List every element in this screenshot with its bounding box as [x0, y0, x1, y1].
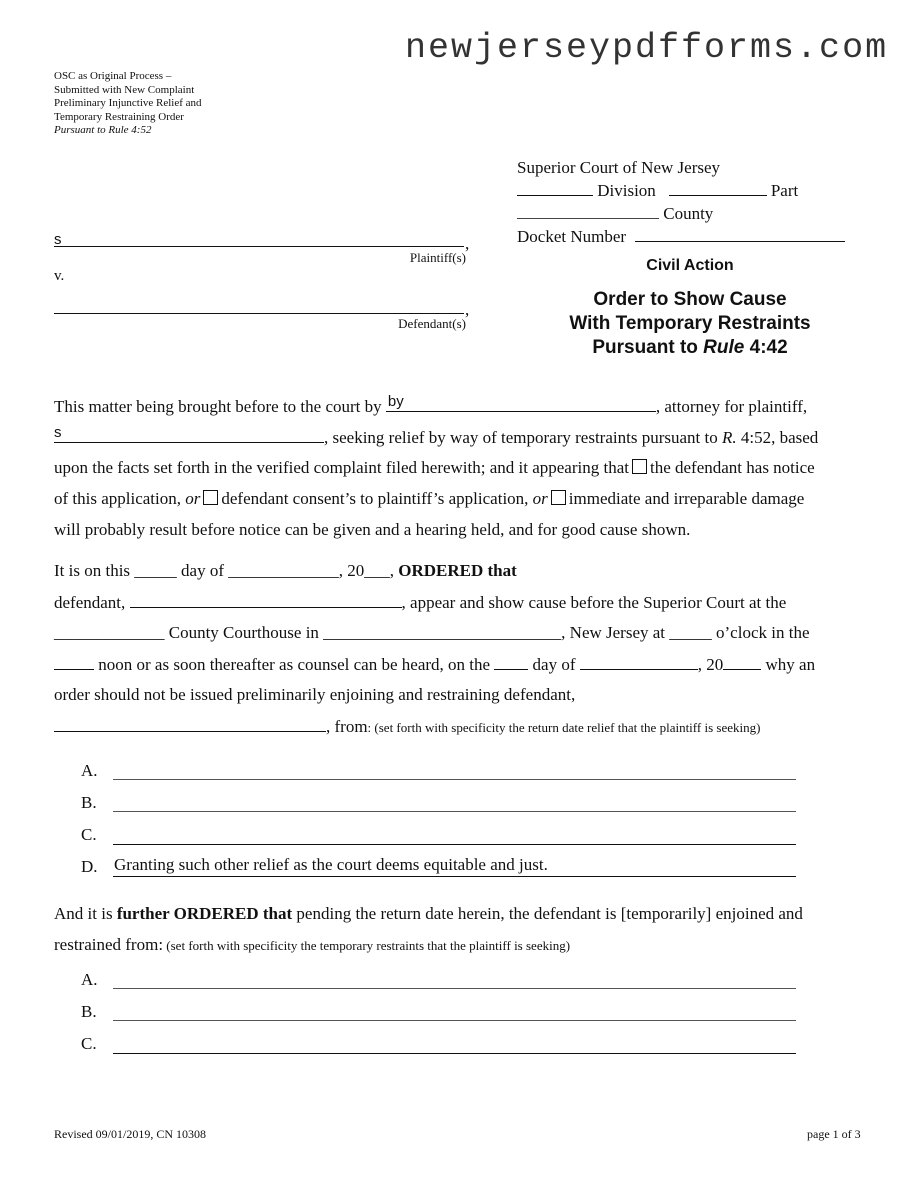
docket-number-field[interactable] — [635, 227, 845, 242]
document-title — [520, 288, 860, 360]
defendant-name-field[interactable] — [130, 592, 402, 608]
title-text: 4:42 — [744, 337, 788, 358]
notice-checkbox[interactable] — [632, 459, 647, 474]
text: , attorney for plaintiff, — [655, 397, 808, 416]
paragraph-line — [54, 904, 803, 924]
item-label: C. — [81, 825, 97, 844]
header-note-line: Temporary Restraining Order — [54, 110, 184, 123]
text: day of — [532, 655, 576, 674]
text: , 20 — [697, 655, 724, 674]
return-month-field[interactable] — [580, 654, 698, 670]
text: , seeking relief by way of temporary restraints pursuant to — [324, 428, 722, 447]
header-note-line: Pursuant to Rule 4:52 — [54, 124, 152, 136]
noon-field[interactable] — [54, 654, 94, 670]
return-relief-b-field[interactable] — [113, 811, 796, 812]
text: (set forth with specificity the temporary restraints that the plaintiff is seeking) — [163, 938, 571, 953]
text: or — [185, 489, 201, 508]
enjoined-defendant-field[interactable] — [54, 716, 326, 732]
paragraph-line — [54, 393, 808, 417]
attorney-value: by — [387, 393, 404, 410]
county-label: County — [663, 204, 714, 223]
title-line — [520, 336, 860, 360]
text: This matter being brought before to the court by — [54, 397, 386, 416]
text: It is on this _____ day of _____________, 20___, — [54, 561, 394, 580]
part-label: Part — [770, 181, 799, 200]
paragraph-line — [54, 592, 786, 613]
versus-label: v. — [54, 268, 65, 284]
plaintiff-field[interactable] — [54, 246, 464, 247]
division-field[interactable] — [517, 181, 593, 196]
paragraph-line — [54, 458, 815, 478]
text: the defendant has notice — [649, 458, 815, 477]
paragraph-line: will probably result before notice can be given and a hearing held, and for good cause shown. — [54, 520, 691, 539]
docket-row — [517, 227, 845, 247]
part-field[interactable] — [669, 181, 767, 196]
return-relief-c-field[interactable] — [113, 844, 796, 845]
title-rule-italic: Rule — [703, 337, 745, 358]
item-label: B. — [81, 1002, 97, 1021]
text: ORDERED that — [398, 561, 517, 580]
watermark-text: newjerseypdfforms.com — [405, 28, 889, 68]
paragraph-line — [54, 935, 570, 955]
item-label: D. — [81, 857, 98, 876]
text: upon the facts set forth in the verified complaint filed herewith; and it appearing that — [54, 458, 629, 477]
court-county-row — [517, 204, 713, 224]
text: restrained from: — [54, 935, 164, 954]
plaintiff-comma: , — [465, 234, 470, 253]
text: immediate and irreparable damage — [568, 489, 805, 508]
item-label: A. — [81, 761, 98, 780]
attorney-field[interactable] — [386, 393, 656, 412]
damage-checkbox[interactable] — [551, 490, 566, 505]
defendant-field[interactable] — [54, 313, 464, 314]
plaintiff-value: s — [54, 231, 62, 248]
text: of this application, — [54, 489, 182, 508]
civil-action-label: Civil Action — [646, 257, 734, 274]
paragraph-line — [54, 716, 760, 737]
paragraph-line — [54, 424, 819, 448]
title-text: Pursuant to — [592, 337, 704, 358]
consent-checkbox[interactable] — [203, 490, 218, 505]
text: defendant, — [54, 593, 126, 612]
text: why an — [765, 655, 816, 674]
page-number: page 1 of 3 — [807, 1127, 861, 1141]
revision-note: Revised 09/01/2019, CN 10308 — [54, 1127, 206, 1141]
text: , from — [326, 717, 368, 736]
text: pending the return date herein, the defendant is [temporarily] enjoined and — [296, 904, 803, 923]
text: And it is — [54, 904, 113, 923]
paragraph-line: _____________ County Courthouse in ____________________________, New Jersey at _____ o’clock in the — [54, 623, 810, 642]
restraint-c-field[interactable] — [113, 1053, 796, 1054]
text: R. — [721, 428, 737, 447]
court-name: Superior Court of New Jersey — [517, 158, 721, 177]
header-note-line: OSC as Original Process – — [54, 70, 172, 82]
paragraph-line: order should not be issued preliminarily enjoining and restraining defendant, — [54, 685, 576, 704]
header-note-line: Submitted with New Complaint — [54, 83, 195, 96]
return-relief-d-field[interactable] — [113, 876, 796, 877]
text: defendant consent’s to plaintiff’s application, — [221, 489, 529, 508]
paragraph-line — [54, 654, 815, 675]
text: further ORDERED that — [116, 904, 293, 923]
defendant-label: Defendant(s) — [398, 316, 466, 331]
restraint-a-field[interactable] — [113, 988, 796, 989]
plaintiff-name-field[interactable] — [54, 424, 324, 443]
plaintiff-name-value: s — [54, 424, 62, 441]
court-division-row — [517, 181, 798, 201]
text: , appear and show cause before the Superior Court at the — [401, 593, 787, 612]
form-header-note — [54, 70, 202, 138]
item-d-text: Granting such other relief as the court deems equitable and just. — [114, 855, 548, 874]
title-line: Order to Show Cause — [593, 289, 787, 310]
text: noon or as soon thereafter as counsel can be heard, on the — [98, 655, 491, 674]
return-year-field[interactable] — [723, 654, 761, 670]
text: or — [532, 489, 548, 508]
return-day-field[interactable] — [494, 654, 528, 670]
item-label: B. — [81, 793, 97, 812]
defendant-comma: , — [465, 300, 470, 319]
text: : (set forth with specificity the return date relief that the plaintiff is seeking) — [367, 720, 761, 735]
title-line: With Temporary Restraints — [569, 313, 811, 334]
county-field[interactable] — [517, 204, 659, 219]
item-label: C. — [81, 1034, 97, 1053]
text: 4:52, based — [736, 428, 819, 447]
header-note-line: Preliminary Injunctive Relief and — [54, 97, 202, 109]
plaintiff-label: Plaintiff(s) — [409, 250, 466, 265]
return-relief-a-field[interactable] — [113, 779, 796, 780]
paragraph-line — [54, 561, 517, 581]
restraint-b-field[interactable] — [113, 1020, 796, 1021]
division-label: Division — [597, 181, 656, 200]
item-label: A. — [81, 970, 98, 989]
docket-label: Docket Number — [517, 227, 627, 246]
paragraph-line — [54, 489, 804, 509]
